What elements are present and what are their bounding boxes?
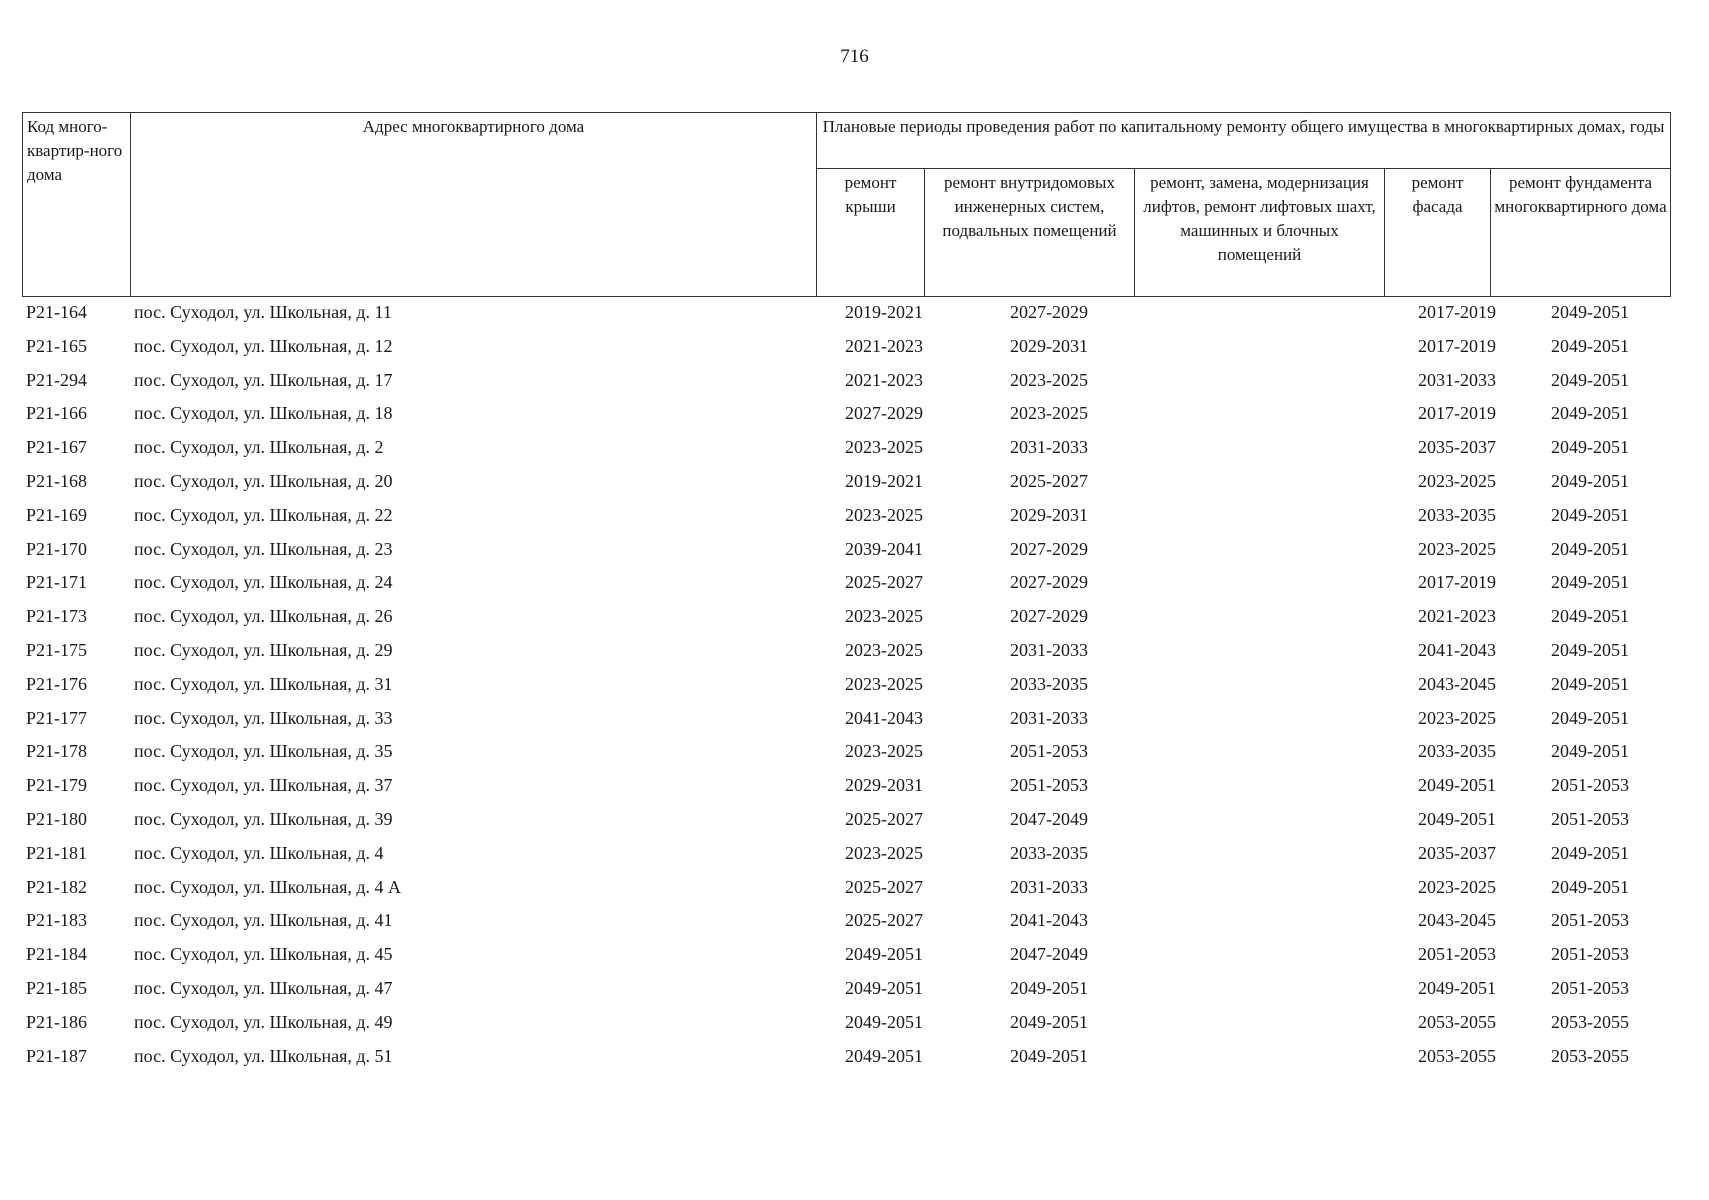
row-address: пос. Суходол, ул. Школьная, д. 37	[134, 775, 393, 796]
row-foundation: 2049-2051	[1551, 369, 1629, 390]
table-row	[22, 702, 1670, 736]
table-row	[22, 634, 1670, 668]
header-lifts: ремонт, замена, модернизация лифтов, ремонт лифтовых шахт, машинных и блочных помещений	[1135, 169, 1385, 297]
row-address: пос. Суходол, ул. Школьная, д. 51	[134, 1045, 393, 1066]
row-code: Р21-168	[26, 470, 88, 491]
row-facade: 2023-2025	[1418, 707, 1496, 728]
row-roof: 2023-2025	[845, 504, 923, 525]
row-code: Р21-177	[26, 707, 88, 728]
row-facade: 2043-2045	[1418, 673, 1496, 694]
row-roof: 2023-2025	[845, 437, 923, 458]
row-engineering: 2023-2025	[1010, 403, 1088, 424]
row-engineering: 2031-2033	[1010, 707, 1088, 728]
table-row	[22, 397, 1670, 431]
table-row	[22, 735, 1670, 769]
row-foundation: 2053-2055	[1551, 1011, 1629, 1032]
table-row	[22, 600, 1670, 634]
row-roof: 2029-2031	[845, 775, 923, 796]
row-foundation: 2051-2053	[1551, 808, 1629, 829]
row-engineering: 2027-2029	[1010, 606, 1088, 627]
row-engineering: 2033-2035	[1010, 673, 1088, 694]
table-row	[22, 533, 1670, 567]
table-row	[22, 566, 1670, 600]
row-facade: 2021-2023	[1418, 606, 1496, 627]
row-engineering: 2027-2029	[1010, 538, 1088, 559]
row-roof: 2025-2027	[845, 876, 923, 897]
row-address: пос. Суходол, ул. Школьная, д. 18	[134, 403, 393, 424]
row-address: пос. Суходол, ул. Школьная, д. 4	[134, 842, 384, 863]
table-row	[22, 803, 1670, 837]
row-address: пос. Суходол, ул. Школьная, д. 23	[134, 538, 393, 559]
row-code: Р21-185	[26, 977, 88, 998]
table-row	[22, 837, 1670, 871]
row-code: Р21-171	[26, 572, 88, 593]
row-foundation: 2049-2051	[1551, 504, 1629, 525]
row-facade: 2053-2055	[1418, 1045, 1496, 1066]
row-roof: 2023-2025	[845, 639, 923, 660]
row-address: пос. Суходол, ул. Школьная, д. 33	[134, 707, 393, 728]
row-facade: 2051-2053	[1418, 944, 1496, 965]
row-facade: 2023-2025	[1418, 538, 1496, 559]
row-foundation: 2053-2055	[1551, 1045, 1629, 1066]
header-engineering: ремонт внутридомовых инженерных систем, подвальных помещений	[925, 169, 1135, 297]
row-engineering: 2025-2027	[1010, 470, 1088, 491]
row-address: пос. Суходол, ул. Школьная, д. 29	[134, 639, 393, 660]
row-code: Р21-184	[26, 944, 88, 965]
row-address: пос. Суходол, ул. Школьная, д. 22	[134, 504, 393, 525]
row-code: Р21-181	[26, 842, 88, 863]
row-code: Р21-170	[26, 538, 88, 559]
header-facade: ремонт фасада	[1385, 169, 1491, 297]
row-engineering: 2047-2049	[1010, 944, 1088, 965]
row-roof: 2025-2027	[845, 910, 923, 931]
row-roof: 2049-2051	[845, 977, 923, 998]
table-body	[22, 296, 1670, 1073]
row-engineering: 2033-2035	[1010, 842, 1088, 863]
row-address: пос. Суходол, ул. Школьная, д. 17	[134, 369, 393, 390]
row-foundation: 2049-2051	[1551, 470, 1629, 491]
row-facade: 2035-2037	[1418, 842, 1496, 863]
table-row	[22, 938, 1670, 972]
row-engineering: 2047-2049	[1010, 808, 1088, 829]
row-engineering: 2031-2033	[1010, 876, 1088, 897]
row-address: пос. Суходол, ул. Школьная, д. 12	[134, 335, 393, 356]
table-row	[22, 330, 1670, 364]
row-roof: 2039-2041	[845, 538, 923, 559]
row-engineering: 2029-2031	[1010, 335, 1088, 356]
row-roof: 2021-2023	[845, 369, 923, 390]
row-foundation: 2051-2053	[1551, 775, 1629, 796]
row-address: пос. Суходол, ул. Школьная, д. 26	[134, 606, 393, 627]
row-facade: 2031-2033	[1418, 369, 1496, 390]
row-code: Р21-164	[26, 302, 88, 322]
row-facade: 2023-2025	[1418, 470, 1496, 491]
row-engineering: 2051-2053	[1010, 741, 1088, 762]
row-address: пос. Суходол, ул. Школьная, д. 4 А	[134, 876, 402, 897]
header-code: Код много-квартир-ного дома	[23, 113, 131, 297]
row-engineering: 2023-2025	[1010, 369, 1088, 390]
row-code: Р21-183	[26, 910, 88, 931]
table-row	[22, 668, 1670, 702]
row-facade: 2033-2035	[1418, 741, 1496, 762]
row-facade: 2023-2025	[1418, 876, 1496, 897]
row-facade: 2041-2043	[1418, 639, 1496, 660]
row-engineering: 2027-2029	[1010, 302, 1088, 322]
row-roof: 2019-2021	[845, 470, 923, 491]
row-foundation: 2049-2051	[1551, 606, 1629, 627]
row-foundation: 2049-2051	[1551, 302, 1629, 322]
row-address: пос. Суходол, ул. Школьная, д. 45	[134, 944, 393, 965]
row-code: Р21-180	[26, 808, 88, 829]
row-engineering: 2027-2029	[1010, 572, 1088, 593]
table-row	[22, 1006, 1670, 1040]
row-address: пос. Суходол, ул. Школьная, д. 47	[134, 977, 393, 998]
table-row	[22, 499, 1670, 533]
row-roof: 2049-2051	[845, 944, 923, 965]
row-address: пос. Суходол, ул. Школьная, д. 20	[134, 470, 393, 491]
row-address: пос. Суходол, ул. Школьная, д. 41	[134, 910, 393, 931]
row-foundation: 2049-2051	[1551, 876, 1629, 897]
row-roof: 2023-2025	[845, 842, 923, 863]
row-address: пос. Суходол, ул. Школьная, д. 49	[134, 1011, 393, 1032]
row-code: Р21-294	[26, 369, 88, 390]
row-code: Р21-173	[26, 606, 88, 627]
table-row	[22, 972, 1670, 1006]
row-foundation: 2049-2051	[1551, 639, 1629, 660]
header-address: Адрес многоквартирного дома	[131, 113, 817, 297]
row-facade: 2049-2051	[1418, 775, 1496, 796]
row-address: пос. Суходол, ул. Школьная, д. 2	[134, 437, 384, 458]
table-row	[22, 431, 1670, 465]
row-address: пос. Суходол, ул. Школьная, д. 31	[134, 673, 393, 694]
row-code: Р21-182	[26, 876, 88, 897]
row-roof: 2021-2023	[845, 335, 923, 356]
table-row	[22, 769, 1670, 803]
row-address: пос. Суходол, ул. Школьная, д. 39	[134, 808, 393, 829]
row-roof: 2027-2029	[845, 403, 923, 424]
row-code: Р21-175	[26, 639, 88, 660]
row-roof: 2023-2025	[845, 741, 923, 762]
row-code: Р21-176	[26, 673, 88, 694]
row-facade: 2017-2019	[1418, 302, 1496, 322]
table-header	[22, 112, 1671, 297]
row-code: Р21-186	[26, 1011, 88, 1032]
table-row	[22, 871, 1670, 905]
row-engineering: 2031-2033	[1010, 437, 1088, 458]
row-address: пос. Суходол, ул. Школьная, д. 11	[134, 302, 392, 322]
table-row	[22, 296, 1670, 330]
row-address: пос. Суходол, ул. Школьная, д. 24	[134, 572, 393, 593]
row-foundation: 2049-2051	[1551, 673, 1629, 694]
row-facade: 2035-2037	[1418, 437, 1496, 458]
table-row	[22, 364, 1670, 398]
row-roof: 2041-2043	[845, 707, 923, 728]
row-code: Р21-169	[26, 504, 88, 525]
row-roof: 2025-2027	[845, 572, 923, 593]
row-engineering: 2049-2051	[1010, 977, 1088, 998]
page-number: 716	[840, 46, 869, 67]
row-code: Р21-179	[26, 775, 88, 796]
row-code: Р21-178	[26, 741, 88, 762]
row-facade: 2049-2051	[1418, 977, 1496, 998]
row-engineering: 2049-2051	[1010, 1011, 1088, 1032]
row-engineering: 2029-2031	[1010, 504, 1088, 525]
row-foundation: 2049-2051	[1551, 741, 1629, 762]
row-address: пос. Суходол, ул. Школьная, д. 35	[134, 741, 393, 762]
table-row	[22, 465, 1670, 499]
row-engineering: 2041-2043	[1010, 910, 1088, 931]
row-foundation: 2051-2053	[1551, 944, 1629, 965]
row-roof: 2019-2021	[845, 302, 923, 322]
row-roof: 2023-2025	[845, 673, 923, 694]
row-facade: 2043-2045	[1418, 910, 1496, 931]
row-facade: 2017-2019	[1418, 572, 1496, 593]
row-foundation: 2051-2053	[1551, 977, 1629, 998]
header-roof: ремонт крыши	[817, 169, 925, 297]
row-engineering: 2051-2053	[1010, 775, 1088, 796]
row-roof: 2025-2027	[845, 808, 923, 829]
row-facade: 2049-2051	[1418, 808, 1496, 829]
row-facade: 2053-2055	[1418, 1011, 1496, 1032]
row-foundation: 2049-2051	[1551, 403, 1629, 424]
row-engineering: 2049-2051	[1010, 1045, 1088, 1066]
row-code: Р21-166	[26, 403, 88, 424]
row-code: Р21-167	[26, 437, 88, 458]
row-roof: 2049-2051	[845, 1011, 923, 1032]
row-engineering: 2031-2033	[1010, 639, 1088, 660]
row-roof: 2049-2051	[845, 1045, 923, 1066]
row-code: Р21-165	[26, 335, 88, 356]
row-foundation: 2049-2051	[1551, 538, 1629, 559]
row-foundation: 2049-2051	[1551, 572, 1629, 593]
row-foundation: 2049-2051	[1551, 842, 1629, 863]
table-row	[22, 904, 1670, 938]
row-foundation: 2049-2051	[1551, 437, 1629, 458]
row-roof: 2023-2025	[845, 606, 923, 627]
header-periods: Плановые периоды проведения работ по капитальному ремонту общего имущества в многоквартирных домах, годы	[817, 113, 1671, 169]
row-facade: 2017-2019	[1418, 335, 1496, 356]
row-foundation: 2049-2051	[1551, 707, 1629, 728]
row-facade: 2033-2035	[1418, 504, 1496, 525]
row-code: Р21-187	[26, 1045, 88, 1066]
row-facade: 2017-2019	[1418, 403, 1496, 424]
header-foundation: ремонт фундамента многоквартирного дома	[1491, 169, 1671, 297]
row-foundation: 2051-2053	[1551, 910, 1629, 931]
row-foundation: 2049-2051	[1551, 335, 1629, 356]
table-row	[22, 1040, 1670, 1074]
